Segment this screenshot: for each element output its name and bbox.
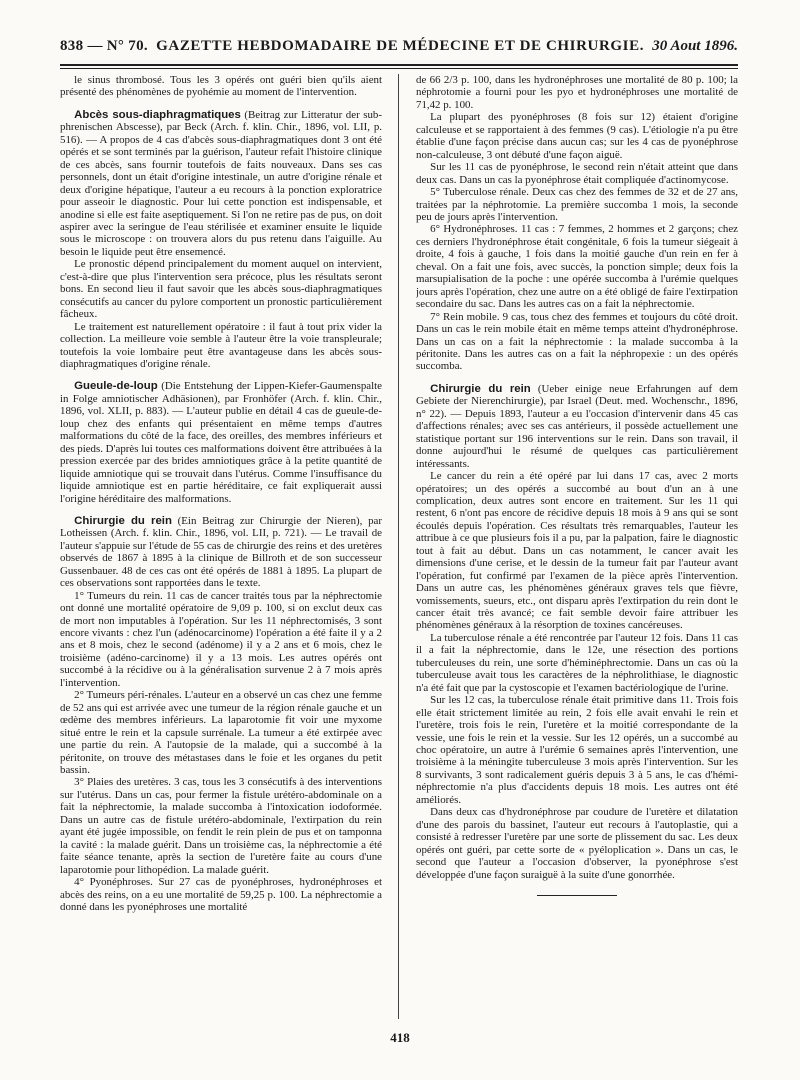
paragraph bbox=[416, 470, 738, 632]
paragraph bbox=[416, 223, 738, 310]
paragraph-text: Le cancer du rein a été opéré par lui dans 17 cas, avec 2 morts opératoires; un des opérés a succombé au bout d'un an à une complication, deux autres sont encore en traitement. Sur les 11 qui restent, 6 n'ont pas encore de récidive depuis 18 mois à 9 ans qui se sont écoulés depuis l'opération. Ces résultats très remarquables, l'auteur les attribue à ce que plusieurs fois il a pu, par la palpation, faire le diagnostic tout à fait au début. Dans un cas notamment, le cancer avait les dimensions d'une cerise, et le dessin de la tumeur fait par l'auteur avant l'opération, fut confirmé par l'examen de la pièce après l'intervention. Dans un autre cas, les phénomènes généraux graves tels que fièvre, vomissements, sueurs, etc., ont disparu après l'extirpation du rein dont le cancer était très avancé; ce fait semble devoir faire attribuer les phénomènes généraux à la résorption de toxines cancéreuses. bbox=[416, 470, 738, 632]
paragraph bbox=[60, 689, 382, 776]
paragraph-text: 2° Tumeurs péri-rénales. L'auteur en a observé un cas chez une femme de 52 ans qui est arrivée avec une tumeur de la région rénale gauche et un œdème des membres inférieurs. La laparotomie fit voir une myxome situé entre le rein et la capsule surrénale. La tumeur a été extirpée avec une partie du rein. A l'autopsie de la malade, qui a succombé à la péritonite, on trouve des métastases dans le foie et les organes du petit bassin. bbox=[60, 689, 382, 777]
paragraph-text: (Beitrag zur Litteratur der sub-phrenischen Abscesse), par Beck (Arch. f. klin. Chir., 1896, vol. LII, p. 516). — A propos de 4 cas d'abcès sous-diaphragmatiques dont 3 ont été opérés et se sont terminés par la guérison, l'auteur refait l'histoire clinique de ces abcès, sans fournir toutefois de faits nouveaux. Dans ses cas personnels, dont un était d'origine intestinale, un autre d'origine rénale et deux d'origine hépatique, l'auteur a eu recours à la ponction exploratrice pour asseoir le diagnostic. Pour lui cette ponction est indispensable, et anodine si elle est faite aseptiquement. Si l'on ne retire pas de pus, on doit aspirer avec la seringue de l'eau stérilisée et examiner ensuite le liquide sous le microscope : on trouvera alors du pus retenu dans l'aiguille. Au besoin le liquide peut être ensemencé. bbox=[60, 108, 382, 258]
section-heading: Chirurgie du rein bbox=[74, 514, 172, 527]
paragraph-text: 4° Pyonéphroses. Sur 27 cas de pyonéphroses, hydronéphroses et abcès des reins, on a eu une mortalité de 59,25 p. 100. La néphrectomie a donné dans les pyonéphroses une mortalité bbox=[60, 876, 382, 913]
paragraph-text: 7° Rein mobile. 9 cas, tous chez des femmes et toujours du côté droit. Dans un cas le rein mobile était en même temps atteint d'hydronéphrose. Dans un cas on a fait la néphrectomie : la malade succomba à la péritonite. Dans les autres cas on a fait la néphropexie : un des opérés succomba. bbox=[416, 310, 738, 373]
header-rule bbox=[60, 64, 738, 66]
paragraph bbox=[416, 161, 738, 186]
paragraph-text: Sur les 11 cas de pyonéphrose, le second rein n'était atteint que dans deux cas. Dans un cas la pyonéphrose était compliquée d'actinomycose. bbox=[416, 161, 738, 186]
paragraph bbox=[60, 258, 382, 320]
paragraph bbox=[60, 776, 382, 876]
paragraph bbox=[416, 74, 738, 111]
paragraph bbox=[416, 806, 738, 881]
paragraph bbox=[60, 876, 382, 913]
page-number: 418 bbox=[390, 1030, 410, 1045]
paragraph-text: La tuberculose rénale a été rencontrée par l'auteur 12 fois. Dans 11 cas il a fait la néphrectomie, dans le 12e, une résection des portions tuberculeuses du rein, une sorte d'héminéphrectomie. Dans un cas où la tuberculeuse avait tous les caractères de la néphrolithiase, le diagnostic n'a été fait que par la cystoscopie et l'examen bactériologique de l'urine. bbox=[416, 631, 738, 694]
paragraph-text: 6° Hydronéphroses. 11 cas : 7 femmes, 2 hommes et 2 garçons; chez ces derniers l'hydronéphrose était congénitale, 6 fois la tumeur siégeait à droite, 4 fois à gauche, 1 fois dans la moitié gauche d'un rein en fer à cheval. On a fait une fois, avec succès, la ponction simple; deux fois la marsupialisation de la poche : une opérée succomba à l'urémie quelques jours après l'opération, chez une autre on a été obligé de faire l'extirpation secondaire du sac. Dans les autres cas on a fait la néphrectomie. bbox=[416, 223, 738, 311]
paragraph-text: 3° Plaies des uretères. 3 cas, tous les 3 consécutifs à des interventions sur l'utérus. Dans un cas, pour fermer la fistule urétéro-abdominale on a fait la néphrectomie, la malade succomba à l'intoxication iodoformée. Dans un autre cas de fistule urétéro-abdominale, l'extirpation du rein ayant été jugée impossible, on fendit le rein plein de pus et on tamponna la cavité : la malade guérit. Dans un troisième cas, la néphrectomie a été faite séance tenante, après la section de l'uretère faite au cours d'une laparotomie pour lithopédion. La malade guérit. bbox=[60, 776, 382, 876]
paragraph-text: de 66 2/3 p. 100, dans les hydronéphroses une mortalité de 80 p. 100; la néphrotomie a fourni pour les pyo et hydronéphroses une mortalité de 71,42 p. 100. bbox=[416, 74, 738, 111]
paragraph bbox=[416, 111, 738, 161]
paragraph-text: 1° Tumeurs du rein. 11 cas de cancer traités tous par la néphrectomie ont donné une mortalité opératoire de 9,09 p. 100, si on exclut deux cas de mort non imputables à l'opération. Sur les 11 néphrectomisés, 3 sont encore vivants : chez l'un (adénocarcinome) l'opération a été faite il y a 2 ans et 8 mois, chez le second (adénome) il y a 2 ans et 6 mois, chez le troisième (adéno-carcinome) il y a 13 mois. Les autres opérés ont succombé à la récidive ou à la généralisation survenue 2 à 7 mois après l'intervention. bbox=[60, 589, 382, 689]
page-label: 838 — N° 70. bbox=[60, 38, 148, 54]
section-heading: Gueule-de-loup bbox=[74, 380, 158, 393]
paragraph-text: 5° Tuberculose rénale. Deux cas chez des femmes de 32 et de 27 ans, traitées par la néphrotomie. La première succomba 1 mois, la seconde peu de jours après l'intervention. bbox=[416, 186, 738, 223]
header-rule-thin bbox=[60, 68, 738, 69]
paragraph bbox=[60, 74, 382, 99]
paragraph-text: (Ueber einige neue Erfahrungen auf dem Gebiete der Nierenchirurgie), par Israel (Deut. med. Wochenschr., 1896, n° 22). — Depuis 1893, l'auteur a eu l'occasion d'intervenir dans 45 cas d'affections rénales; avec ses cas antérieurs, il possède actuellement une statistique portant sur 196 interventions sur le rein. Dans son travail, il donne aujourd'hui le résumé de quelques cas particulièrement intéressants. bbox=[416, 382, 738, 470]
journal-title: GAZETTE HEBDOMADAIRE DE MÉDECINE ET DE CHIRURGIE. bbox=[156, 38, 645, 54]
running-header bbox=[60, 38, 738, 62]
paragraph-text: Le traitement est naturellement opératoire : il faut à tout prix vider la collection. La meilleure voie semble à l'auteur être la voie transpleurale; toutefois la voie lombaire peut être avantageuse dans les abcès sous-diaphragmatiques d'origine rénale. bbox=[60, 320, 382, 370]
column-divider bbox=[398, 74, 399, 1019]
left-column bbox=[60, 74, 382, 1024]
right-column bbox=[416, 74, 738, 1024]
paragraph-text: (Ein Beitrag zur Chirurgie der Nieren), par Lotheissen (Arch. f. klin. Chir., 1896, vol. LII, p. 721). — Le travail de l'auteur s'appuie sur l'étude de 55 cas de chirurgie des reins et des uretères observés de 1867 à 1895 à la clinique de Billroth et de son successeur Gussenbauer. 48 de ces cas ont été opérés de 1881 à 1895. La plupart de ces observations sont rapportées dans le texte. bbox=[60, 514, 382, 590]
section-heading: Abcès sous-diaphragmatiques bbox=[74, 108, 241, 121]
paragraph-text: le sinus thrombosé. Tous les 3 opérés ont guéri bien qu'ils aient présenté des phénomènes de pyohémie au moment de l'intervention. bbox=[60, 74, 382, 99]
paragraph bbox=[416, 186, 738, 223]
paragraph-text: (Die Entstehung der Lippen-Kiefer-Gaumenspalte in Folge amniotischer Adhäsionen), par Fronhöfer (Arch. f. klin. Chir., 1896, vol. XLII, p. 883). — L'auteur publie en détail 4 cas de gueule-de-loup chez des enfants qui présentaient en même temps d'autres malformations du côté de la face, des oreilles, des membres inférieurs et des pieds. D'après lui toutes ces malformations doivent être attribuées à la pression exercée par des brides amniotiques grâce à la petite quantité de liquide amniotique qui se trouvait dans l'utérus. Comme l'insuffisance du liquide amniotique est en partie héréditaire, ce fait expliquerait aussi l'origine héréditaire des malformations. bbox=[60, 380, 382, 505]
paragraph bbox=[416, 311, 738, 373]
paragraph-text: Le pronostic dépend principalement du moment auquel on intervient, c'est-à-dire que plus l'intervention sera précoce, plus les résultats seront bons. En second lieu il faut savoir que les abcès sous-diaphragmatiques consécutifs au cancer du pylore comportent un pronostic particulièrement fâcheux. bbox=[60, 258, 382, 321]
paragraph bbox=[60, 321, 382, 371]
paragraph bbox=[60, 515, 382, 590]
paragraph bbox=[416, 383, 738, 470]
paragraph bbox=[60, 380, 382, 505]
section-heading: Chirurgie du rein bbox=[430, 382, 531, 395]
article-end-rule bbox=[537, 895, 617, 896]
issue-date: 30 Aout 1896. bbox=[652, 38, 738, 54]
paragraph bbox=[60, 109, 382, 258]
paragraph-text: La plupart des pyonéphroses (8 fois sur 12) étaient d'origine calculeuse et se rapportaient à des femmes (9 cas). L'étiologie n'a pu être établie d'une façon précise dans aucun cas; sur les 4 cas de pyonéphrose non-calculeuse, 3 ont débuté d'une façon aiguë. bbox=[416, 111, 738, 161]
paragraph bbox=[60, 590, 382, 690]
paragraph-text: Dans deux cas d'hydronéphrose par coudure de l'uretère et dilatation d'une des parois du bassinet, l'auteur eut recours à l'autoplastie, qui a consisté à redresser l'uretère par une sorte de plissement du sac. Les deux opérés ont guéri, par cette sorte de « pyéloplication ». Dans un cas, le second que l'auteur a l'occasion d'observer, la pyonéphrose s'est développée d'une façon suraiguë à la suite d'une gonorrhée. bbox=[416, 806, 738, 881]
paragraph bbox=[416, 632, 738, 694]
paragraph bbox=[416, 694, 738, 806]
paragraph-text: Sur les 12 cas, la tuberculose rénale était primitive dans 11. Trois fois elle était strictement limitée au rein, 2 fois elle avait envahi le rein et l'uretère, trois fois le rein, l'uretère et la moitié correspondante de la vessie, une fois le rein et la vessie. Sur les 12 opérés, un a succombé au choc opératoire, un autre à l'urémie 6 semaines après l'intervention, une troisième à la méningite tuberculeuse 3 mois après l'intervention. Sur les 8 survivants, 3 sont radicalement guéris depuis 3 à 5 ans, le cas d'hémi-néphrectomie n'a plus d'accidents depuis 18 mois. Les autres ont été améliorés. bbox=[416, 694, 738, 806]
